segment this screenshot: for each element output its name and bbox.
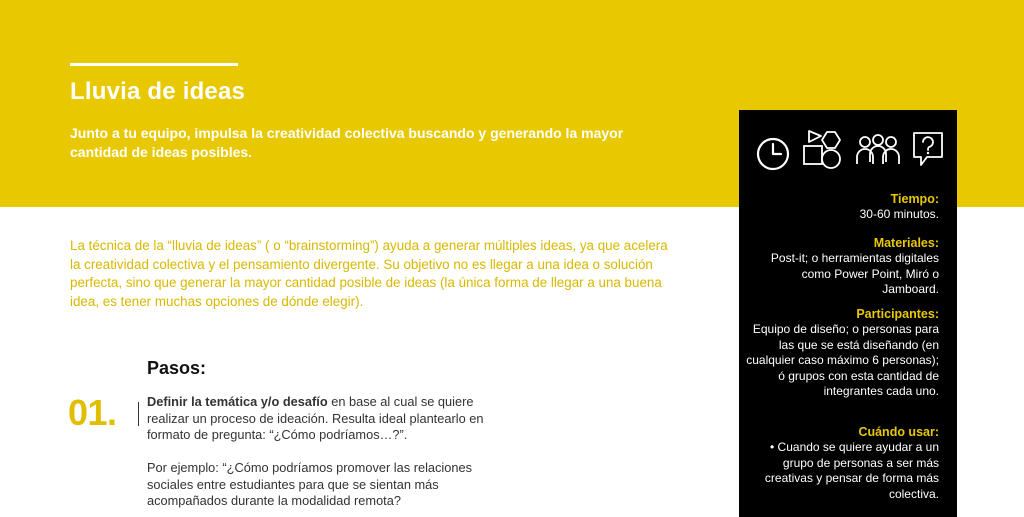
materiales-label: Materiales:	[873, 236, 939, 250]
shapes-icon	[801, 128, 845, 172]
page-title: Lluvia de ideas	[70, 78, 246, 105]
question-icon	[911, 130, 945, 170]
participantes-label: Participantes:	[856, 307, 939, 321]
info-cuando-usar	[743, 424, 939, 502]
info-panel	[739, 110, 957, 517]
step-divider	[138, 402, 139, 426]
steps-heading: Pasos:	[147, 358, 207, 378]
clock-icon	[755, 136, 791, 172]
step-description	[147, 394, 517, 444]
cuando-usar-label: Cuándo usar:	[858, 425, 939, 439]
people-icon	[855, 132, 901, 172]
tiempo-value: 30-60 minutos.	[859, 207, 939, 221]
info-materiales	[743, 235, 939, 298]
intro-paragraph: La técnica de la “lluvia de ideas” ( o “brainstorming”) ayuda a generar múltiples ideas, ya que acelera la creatividad colectiva y el pensamiento divergente. Su objetivo no es llegar a una idea o solución perfecta, sino que generar la mayor cantidad posible de ideas (la única forma de llegar a una buena idea, es tener muchas opciones de dónde elegir).	[70, 238, 668, 309]
materiales-value: Post-it; o herramientas digitales como Power Point, Miró o Jamboard.	[770, 251, 939, 296]
panel-icons	[755, 126, 945, 176]
title-rule	[70, 63, 238, 66]
step-description-text: en base al cual se quiere realizar un proceso de ideación. Resulta ideal plantearlo en formato de pregunta: “¿Cómo podríamos…?”.	[147, 394, 484, 442]
step-number: 01.	[68, 392, 117, 433]
cuando-usar-value: • Cuando se quiere ayudar a un grupo de personas a ser más creativas y pensar de forma más colectiva.	[764, 440, 939, 501]
info-tiempo	[743, 191, 939, 223]
participantes-value: Equipo de diseño; o personas para las que se está diseñando (en cualquier caso máximo 6 personas); ó grupos con esta cantidad de integrantes cada uno.	[746, 322, 939, 398]
step-example: Por ejemplo: “¿Cómo podríamos promover las relaciones sociales entre estudiantes para que se sientan más acompañados durante la modalidad remota?	[147, 460, 473, 508]
page-subtitle: Junto a tu equipo, impulsa la creatividad colectiva buscando y generando la mayor cantidad de ideas posibles.	[70, 125, 624, 160]
tiempo-label: Tiempo:	[890, 192, 939, 206]
info-participantes	[743, 306, 939, 400]
step-description-bold: Definir la temática y/o desafío	[147, 394, 328, 409]
